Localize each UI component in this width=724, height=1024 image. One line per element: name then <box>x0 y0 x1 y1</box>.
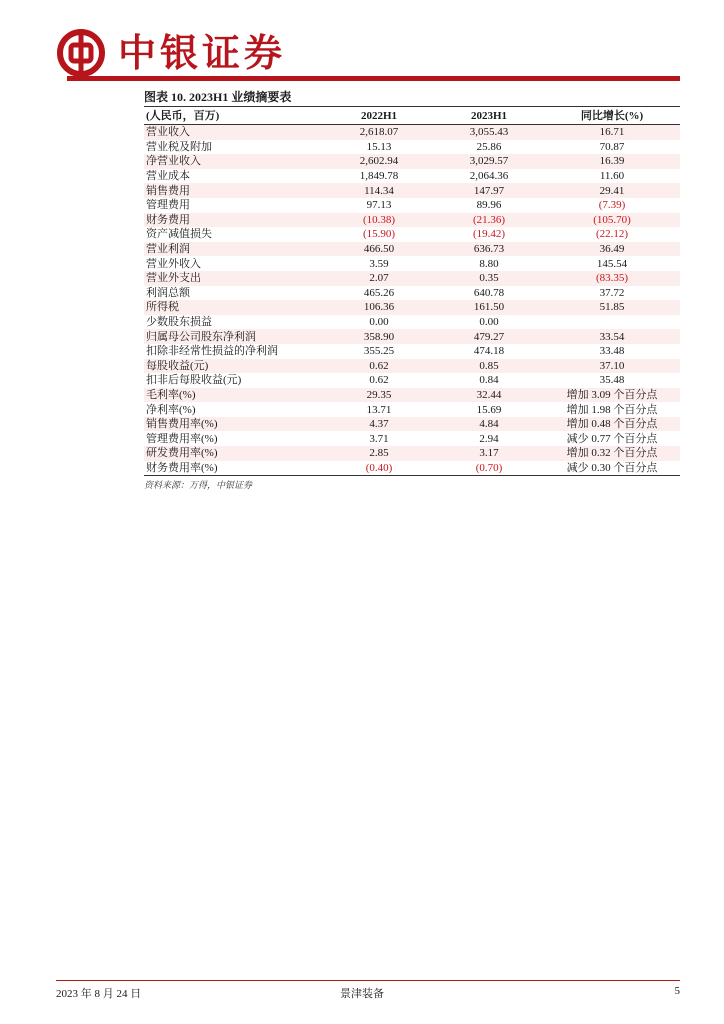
table-row <box>144 359 680 374</box>
table-row <box>144 242 680 257</box>
table-header-row <box>144 108 680 125</box>
figure-title-rule <box>144 106 680 107</box>
value-2023h1: 640.78 <box>473 286 505 299</box>
value-2023h1: 0.84 <box>479 374 499 387</box>
value-2023h1: 479.27 <box>434 329 544 344</box>
row-label: 营业外收入 <box>146 257 201 270</box>
value-yoy: 35.48 <box>599 374 625 387</box>
value-yoy: 减少 0.77 个百分点 <box>566 432 658 445</box>
column-header-2022h1: 2022H1 <box>324 108 434 125</box>
value-yoy: 增加 0.32 个百分点 <box>544 446 680 461</box>
value-2023h1: 0.85 <box>434 359 544 374</box>
value-2022h1: 13.71 <box>366 403 392 416</box>
value-2022h1: 2.85 <box>324 446 434 461</box>
value-yoy: 增加 3.09 个百分点 <box>544 388 680 403</box>
figure-title: 图表 10. 2023H1 业绩摘要表 <box>144 90 292 104</box>
value-2023h1: 3,029.57 <box>434 154 544 169</box>
table-row <box>144 271 680 286</box>
row-label: 管理费用 <box>146 199 190 212</box>
value-2022h1: 358.90 <box>324 329 434 344</box>
value-yoy: 51.85 <box>544 300 680 315</box>
row-label: 销售费用 <box>144 183 324 198</box>
value-yoy: 29.41 <box>544 183 680 198</box>
table-row <box>144 256 680 271</box>
value-2023h1: 89.96 <box>476 199 502 212</box>
value-yoy: 33.54 <box>544 329 680 344</box>
bank-of-china-logo-icon <box>56 28 106 78</box>
row-label: 扣非后每股收益(元) <box>146 374 242 387</box>
table-row <box>144 431 680 446</box>
row-label: 管理费用率(%) <box>146 432 218 445</box>
value-2023h1: 32.44 <box>434 388 544 403</box>
value-yoy: 减少 0.30 个百分点 <box>544 461 680 476</box>
value-2022h1: (15.90) <box>362 228 396 241</box>
value-2023h1: 2,064.36 <box>469 170 509 183</box>
value-yoy <box>544 315 680 330</box>
table-row <box>144 183 680 198</box>
footer-company: 景津装备 <box>340 988 384 1000</box>
row-label: 销售费用率(%) <box>144 417 324 432</box>
value-yoy: (83.35) <box>544 271 680 286</box>
value-2022h1: 2,618.07 <box>324 125 434 140</box>
row-label: 财务费用率(%) <box>144 461 324 476</box>
value-2022h1: 114.34 <box>324 183 434 198</box>
table-row <box>144 198 680 213</box>
header-rule <box>67 76 680 81</box>
table-body <box>144 125 680 476</box>
table-row <box>144 227 680 242</box>
value-2022h1: 15.13 <box>366 140 392 153</box>
value-yoy: 16.39 <box>544 154 680 169</box>
value-2023h1: 25.86 <box>476 140 502 153</box>
value-2023h1: 2.94 <box>479 432 499 445</box>
value-2023h1: (21.36) <box>434 213 544 228</box>
value-2023h1: 8.80 <box>479 257 499 270</box>
value-yoy: 33.48 <box>599 345 625 358</box>
value-2023h1: 636.73 <box>434 242 544 257</box>
table-row <box>144 329 680 344</box>
value-2022h1: 97.13 <box>366 199 392 212</box>
value-2023h1: 147.97 <box>434 183 544 198</box>
row-label: 资产减值损失 <box>146 228 212 241</box>
value-2023h1: (0.70) <box>434 461 544 476</box>
value-2022h1: 465.26 <box>363 286 395 299</box>
value-yoy: (105.70) <box>544 213 680 228</box>
column-header-yoy: 同比增长(%) <box>544 108 680 125</box>
performance-summary-table <box>144 108 680 476</box>
value-yoy: 增加 1.98 个百分点 <box>566 403 658 416</box>
value-2023h1: 3,055.43 <box>434 125 544 140</box>
footer-date: 2023 年 8 月 24 日 <box>56 988 142 1000</box>
value-yoy: 增加 0.48 个百分点 <box>544 417 680 432</box>
row-label: 少数股东损益 <box>146 316 212 329</box>
value-yoy: 16.71 <box>544 125 680 140</box>
row-label: 净利率(%) <box>146 403 196 416</box>
page-header <box>56 28 680 82</box>
table-row <box>144 373 680 388</box>
table-row <box>144 402 680 417</box>
value-2022h1: 106.36 <box>324 300 434 315</box>
value-2023h1: (19.42) <box>472 228 506 241</box>
row-label: 利润总额 <box>146 286 190 299</box>
value-2022h1: 355.25 <box>363 345 395 358</box>
row-label: 所得税 <box>144 300 324 315</box>
value-2023h1: 474.18 <box>473 345 505 358</box>
value-2022h1: 1,849.78 <box>359 170 399 183</box>
value-2022h1: (0.40) <box>324 461 434 476</box>
row-label: 归属母公司股东净利润 <box>144 329 324 344</box>
value-2023h1: 4.84 <box>434 417 544 432</box>
row-label: 毛利率(%) <box>144 388 324 403</box>
table-row <box>144 300 680 315</box>
table-row <box>144 388 680 403</box>
value-yoy: (22.12) <box>595 228 629 241</box>
value-yoy: 145.54 <box>596 257 628 270</box>
value-2022h1: 2,602.94 <box>324 154 434 169</box>
table-row <box>144 417 680 432</box>
row-label: 扣除非经常性损益的净利润 <box>146 345 278 358</box>
value-2022h1: 466.50 <box>324 242 434 257</box>
table-row <box>144 154 680 169</box>
page-number: 5 <box>674 985 680 997</box>
value-2022h1: 0.62 <box>369 374 389 387</box>
table-row <box>144 315 680 330</box>
table-row <box>144 140 680 155</box>
value-2022h1: 29.35 <box>324 388 434 403</box>
footer-rule <box>56 980 680 981</box>
value-2022h1: 2.07 <box>324 271 434 286</box>
table-row <box>144 446 680 461</box>
row-label: 研发费用率(%) <box>144 446 324 461</box>
table-row <box>144 213 680 228</box>
row-label: 每股收益(元) <box>144 359 324 374</box>
value-yoy: 37.10 <box>544 359 680 374</box>
row-label: 净营业收入 <box>144 154 324 169</box>
table-row <box>144 286 680 301</box>
row-label: 财务费用 <box>144 213 324 228</box>
value-2022h1: (10.38) <box>324 213 434 228</box>
row-label: 营业外支出 <box>144 271 324 286</box>
table-row <box>144 169 680 184</box>
source-note: 资料来源：万得，中银证券 <box>144 480 253 490</box>
value-2022h1: 3.59 <box>369 257 389 270</box>
row-label: 营业利润 <box>144 242 324 257</box>
column-header-2023h1: 2023H1 <box>434 108 544 125</box>
row-label: 营业税及附加 <box>146 140 212 153</box>
value-2023h1: 161.50 <box>434 300 544 315</box>
value-2022h1: 4.37 <box>324 417 434 432</box>
table-row <box>144 344 680 359</box>
column-header-unit: (人民币，百万) <box>144 108 324 125</box>
value-2023h1: 15.69 <box>476 403 502 416</box>
value-2022h1: 3.71 <box>369 432 389 445</box>
value-2022h1: 0.00 <box>369 316 389 329</box>
value-yoy: 70.87 <box>599 140 625 153</box>
value-2023h1: 0.35 <box>434 271 544 286</box>
row-label: 营业成本 <box>146 170 190 183</box>
value-2022h1: 0.62 <box>324 359 434 374</box>
row-label: 营业收入 <box>144 125 324 140</box>
value-yoy: 36.49 <box>544 242 680 257</box>
brand-name: 中银证券 <box>118 30 287 75</box>
value-yoy: 11.60 <box>599 170 625 183</box>
value-yoy: (7.39) <box>598 199 626 212</box>
table-row <box>144 125 680 140</box>
value-2023h1: 3.17 <box>434 446 544 461</box>
table-row <box>144 461 680 476</box>
value-2023h1: 0.00 <box>479 316 499 329</box>
value-yoy: 37.72 <box>599 286 625 299</box>
